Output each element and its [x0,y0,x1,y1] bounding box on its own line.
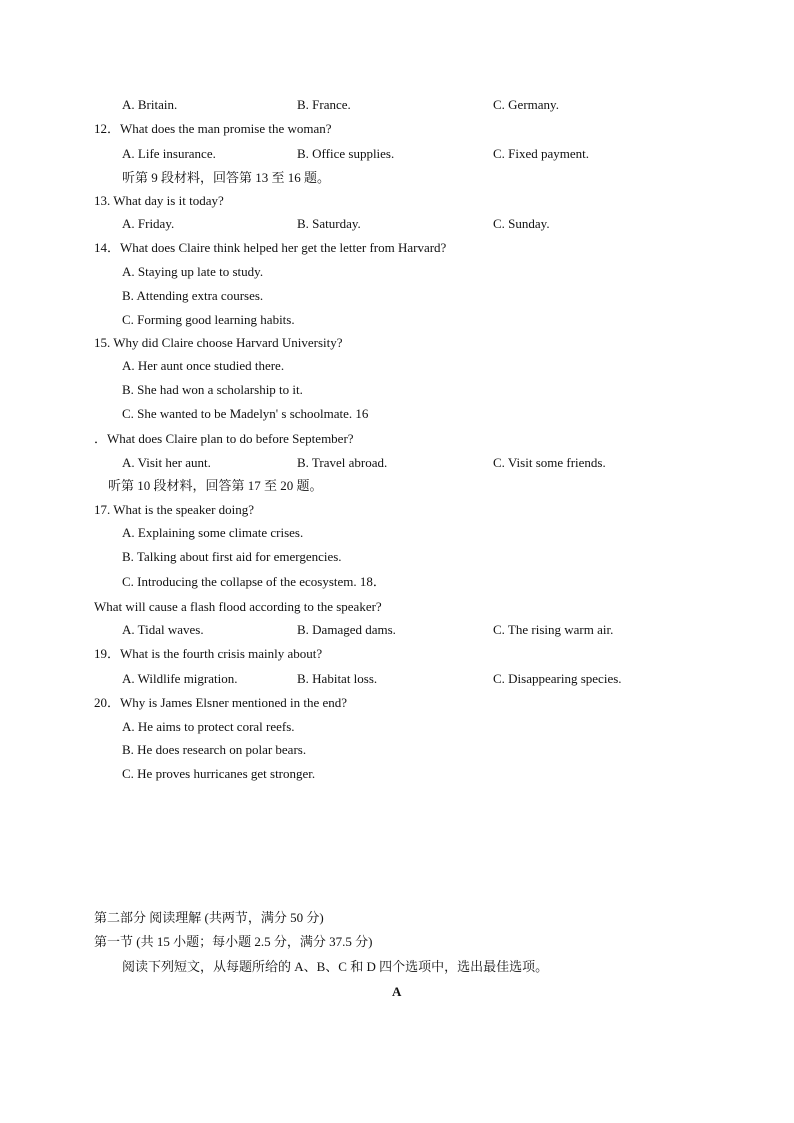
option-a: A. Britain. [122,97,178,112]
option-c: C. Disappearing species. [493,671,622,686]
option-b: B. France. [297,97,351,112]
question-stem: 15. Why did Claire choose Harvard University? [94,335,343,350]
option-b: B. She had won a scholarship to it. [122,382,303,397]
option-b: B. Travel abroad. [297,455,388,470]
option-a: A. Staying up late to study. [122,264,264,279]
question-stem: 12．What does the man promise the woman? [94,121,332,136]
option-a: A. Friday. [122,216,175,231]
option-a: A. Explaining some climate crises. [122,525,304,540]
passage-label: A [392,984,402,999]
option-a: A. He aims to protect coral reefs. [122,719,295,734]
option-c: C. Visit some friends. [493,455,606,470]
question-stem: 13. What day is it today? [94,193,224,208]
option-b: B. Office supplies. [297,146,395,161]
option-a: A. Her aunt once studied there. [122,358,285,373]
question-stem: 17. What is the speaker doing? [94,502,255,517]
option-c: C. The rising warm air. [493,622,614,637]
option-c: C. She wanted to be Madelyn' s schoolmate. 16 [122,406,369,421]
option-c: C. Germany. [493,97,559,112]
question-stem: 20．Why is James Elsner mentioned in the end? [94,695,348,710]
option-b: B. Attending extra courses. [122,288,264,303]
part-two-heading: 第二部分 阅读理解 (共两节，满分 50 分) [94,910,324,925]
question-stem: 14．What does Claire think helped her get the letter from Harvard? [94,240,447,255]
reading-instructions: 阅读下列短文，从每题所给的 A、B、C 和 D 四个选项中，选出最佳选项。 [122,959,549,974]
option-b: B. Damaged dams. [297,622,396,637]
section-one-heading: 第一节 (共 15 小题；每小题 2.5 分，满分 37.5 分) [94,934,373,949]
option-c: C. Forming good learning habits. [122,312,295,327]
question-stem: 19．What is the fourth crisis mainly about? [94,646,323,661]
option-b: B. He does research on polar bears. [122,742,307,757]
option-a: A. Visit her aunt. [122,455,211,470]
option-a: A. Wildlife migration. [122,671,238,686]
listening-directions-10: 听第 10 段材料，回答第 17 至 20 题。 [108,478,323,493]
option-c: C. Introducing the collapse of the ecosystem. 18． [122,574,386,589]
listening-directions-9: 听第 9 段材料，回答第 13 至 16 题。 [122,170,331,185]
option-a: A. Life insurance. [122,146,216,161]
option-b: B. Talking about first aid for emergencies. [122,549,342,564]
option-c: C. He proves hurricanes get stronger. [122,766,316,781]
question-stem: ．What does Claire plan to do before September? [94,431,354,446]
option-a: A. Tidal waves. [122,622,204,637]
option-c: C. Fixed payment. [493,146,590,161]
option-b: B. Habitat loss. [297,671,378,686]
option-c: C. Sunday. [493,216,550,231]
option-b: B. Saturday. [297,216,361,231]
question-stem: What will cause a flash flood according to the speaker? [94,599,382,614]
